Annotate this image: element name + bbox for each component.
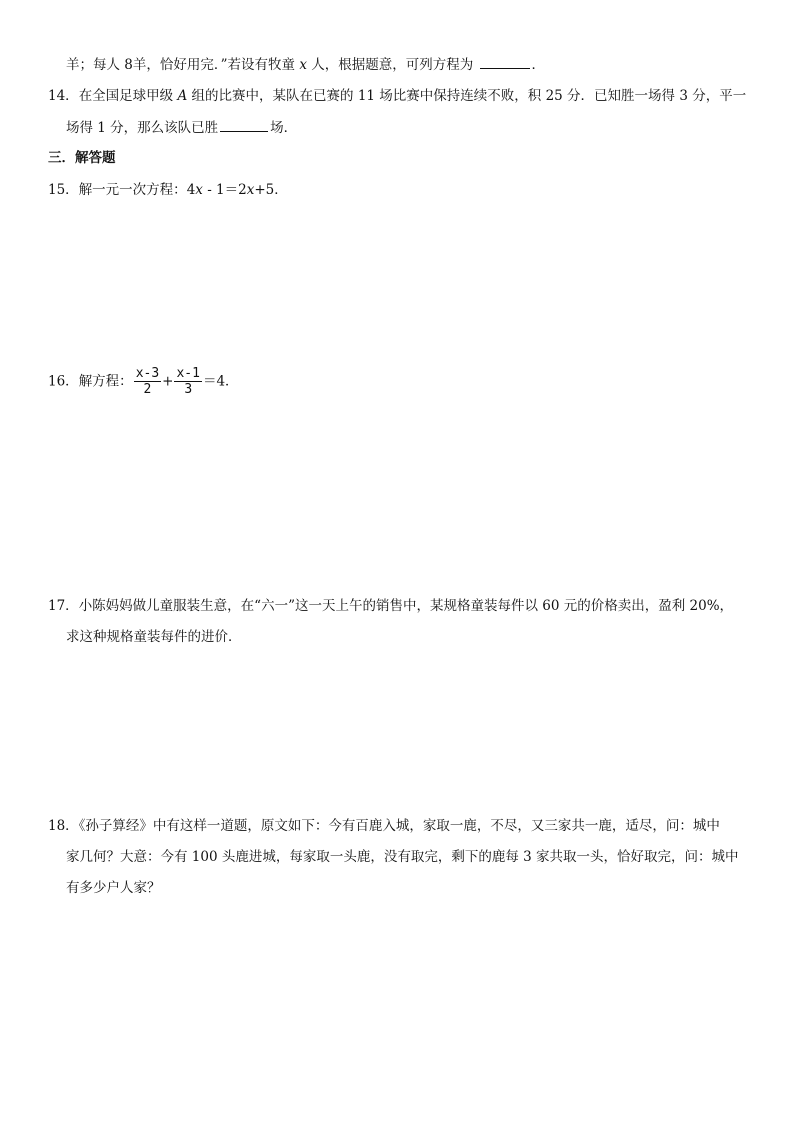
q16-frac1-denominator: 2: [143, 382, 152, 397]
q15-text: 解一元一次方程：: [78, 182, 187, 198]
q14-number: 14．: [48, 88, 79, 104]
q18-line2: 家几何？大意：今有 100 头鹿进城，每家取一头鹿，没有取完，剩下的鹿每 3 家共取一头，恰好取完，问：城中: [66, 849, 739, 865]
q16: [48, 364, 239, 399]
q13-text-end: ．: [531, 57, 546, 73]
q16-frac2-denominator: 3: [184, 382, 193, 397]
q15-eq-part1: 4: [186, 182, 196, 198]
q14-line1-part1: 在全国足球甲级: [78, 88, 178, 104]
q14-line2-part2: 场．: [270, 120, 298, 136]
q15-eq-part2: - 1＝2: [202, 182, 247, 198]
q18-line1: [48, 816, 720, 836]
q14-line1-part2: 组的比赛中，某队在已赛的 11 场比赛中保持连续不败，积 25 分．已知胜一场得 3 分，平一: [187, 88, 747, 104]
q13-text-before: 羊；每人 8羊，恰好用完．”若设有牧童: [66, 57, 300, 73]
q16-fraction-1: [134, 366, 161, 397]
q13-text-middle: 人，根据题意，可列方程为: [306, 57, 478, 73]
q18-line3: 有多少户人家？: [66, 880, 161, 896]
q16-fraction-2: [174, 366, 201, 397]
q15-eq-part3: +5．: [254, 182, 288, 198]
q16-frac2-numerator: x-1: [176, 366, 200, 381]
q17-line1: [48, 596, 733, 616]
q13-variable-x: x: [299, 57, 307, 73]
q16-text: 解方程：: [78, 373, 133, 390]
q16-number: 16．: [48, 373, 79, 390]
q16-plus: +: [162, 373, 174, 390]
q14-line1: [48, 86, 746, 106]
q18-number: 18．: [48, 818, 79, 834]
q16-frac1-numerator: x-3: [135, 366, 160, 381]
q14-group-letter: A: [177, 88, 188, 104]
q13-answer-blank[interactable]: [480, 54, 530, 69]
q16-equals: ＝4．: [202, 373, 239, 390]
q14-line2: [66, 117, 297, 138]
q17-line1-text: 小陈妈妈做儿童服装生意，在“六一”这一天上午的销售中，某规格童装每件以 60 元的价格卖出，盈利 20%，: [78, 598, 734, 614]
q14-line2-part1: 场得 1 分，那么该队已胜: [66, 120, 219, 136]
q17-line2: 求这种规格童装每件的进价．: [66, 629, 242, 645]
q15: [48, 180, 288, 200]
q18-line1-text: 《孙子算经》中有这样一道题，原文如下：今有百鹿入城，家取一鹿，不尽，又三家共一鹿，适尽，问：城中: [78, 818, 720, 834]
q15-eq-x2: x: [246, 182, 255, 198]
section-heading: 三．解答题: [48, 150, 116, 166]
q15-number: 15．: [48, 182, 79, 198]
q13-tail: [66, 54, 545, 75]
q14-answer-blank[interactable]: [220, 117, 268, 132]
q17-number: 17．: [48, 598, 79, 614]
q15-eq-x1: x: [195, 182, 203, 198]
